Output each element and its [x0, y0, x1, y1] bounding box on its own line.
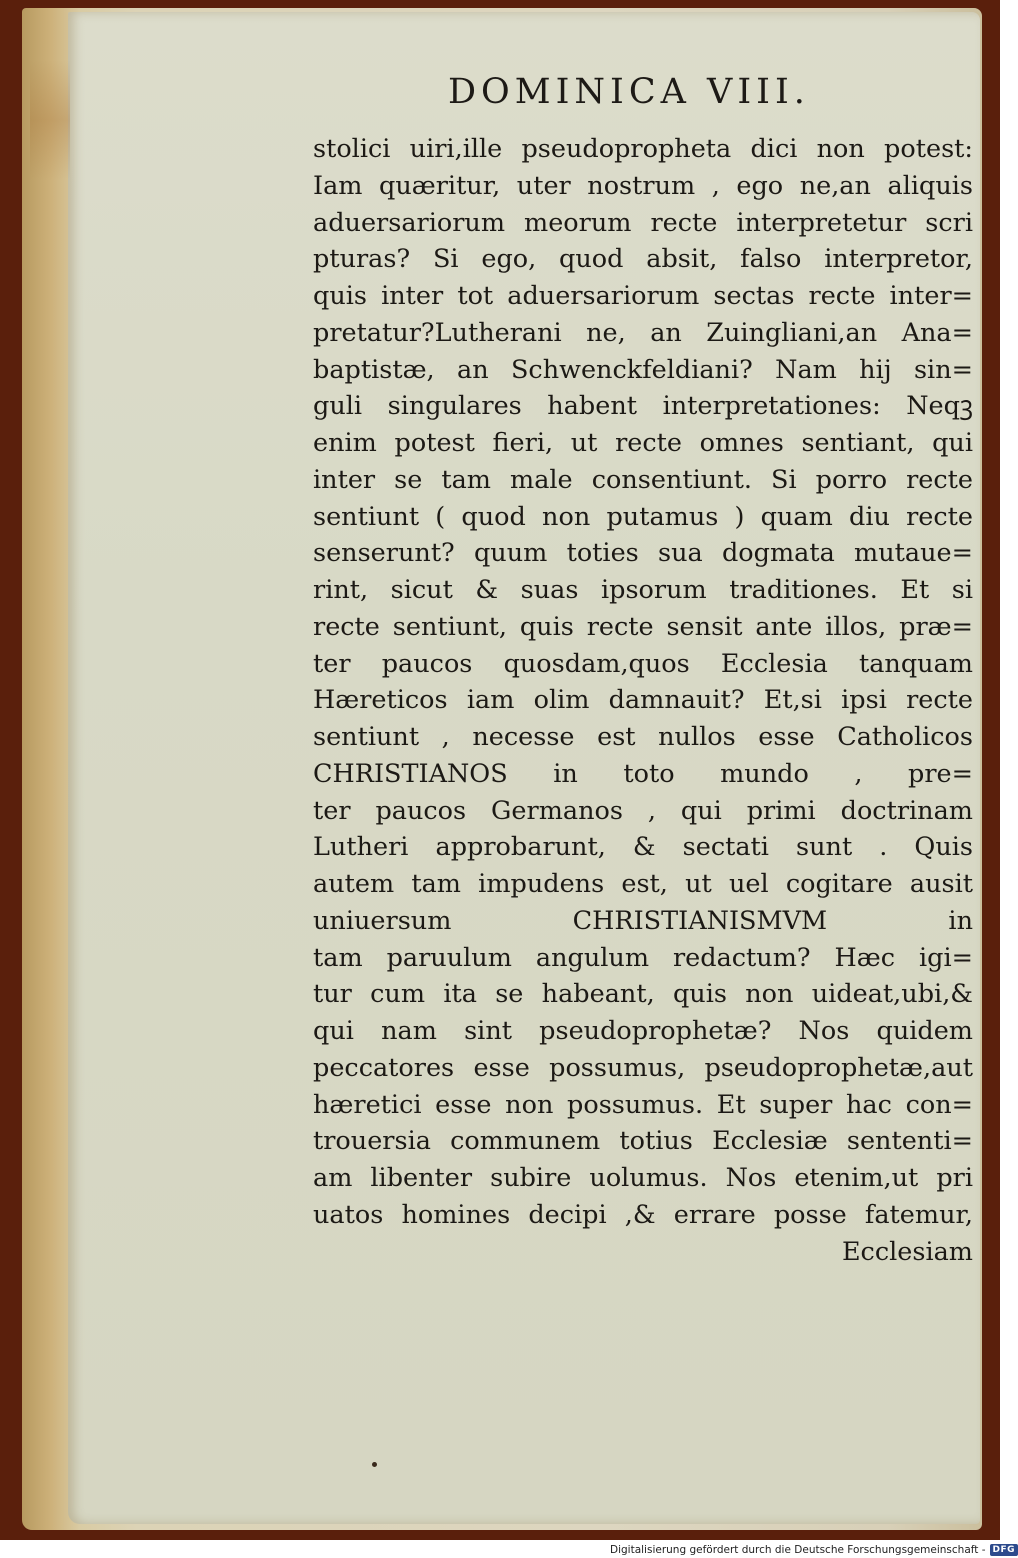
- text-line: senserunt? quum toties sua dogmata mutaue=: [313, 538, 973, 569]
- text-line: Lutheri approbarunt, & sectati sunt . Quis: [313, 832, 973, 863]
- text-line: aduersariorum meorum recte interpretetur scri: [313, 207, 973, 238]
- dfg-logo: DFG: [990, 1544, 1018, 1556]
- text-line: uatos homines decipi ,& errare posse fatemur,: [313, 1199, 973, 1230]
- text-line: sentiunt , necesse est nullos esse Catholicos: [313, 722, 973, 752]
- text-line: autem tam impudens est, ut uel cogitare ausit: [313, 869, 973, 899]
- footer-credit: [610, 1542, 1018, 1558]
- text-line: quis inter tot aduersariorum sectas recte inter=: [313, 281, 973, 311]
- ink-smudge: [372, 1462, 377, 1467]
- margin-stain: [30, 60, 70, 180]
- text-line: tur cum ita se habeant, quis non uideat,ubi,&: [313, 979, 973, 1010]
- text-line: hæretici esse non possumus. Et super hac con=: [313, 1089, 973, 1120]
- text-line: CHRISTIANOS in toto mundo , pre=: [313, 758, 973, 789]
- text-line: am libenter subire uolumus. Nos etenim,ut pri: [313, 1163, 973, 1193]
- text-line: guli singulares habent interpretationes: Neqꝫ: [313, 391, 973, 422]
- text-line: sentiunt ( quod non putamus ) quam diu recte: [313, 501, 973, 532]
- text-line: inter se tam male consentiunt. Si porro recte: [313, 464, 973, 495]
- text-line: qui nam sint pseudoprophetæ? Nos quidem: [313, 1016, 973, 1046]
- text-line: Hæreticos iam olim damnauit? Et,si ipsi recte: [313, 685, 973, 716]
- footer-credit-text: Digitalisierung gefördert durch die Deutsche Forschungsgemeinschaft -: [610, 1544, 986, 1556]
- text-line: uniuersum CHRISTIANISMVM in: [313, 905, 973, 936]
- text-line: peccatores esse possumus, pseudoprophetæ,aut: [313, 1052, 973, 1083]
- text-line: ter paucos Germanos , qui primi doctrinam: [313, 795, 973, 826]
- catchword: Ecclesiam: [841, 1236, 973, 1267]
- text-line: tam paruulum angulum redactum? Hæc igi=: [313, 942, 973, 973]
- page-header: DOMINICA VIII.: [448, 72, 810, 112]
- text-line: stolici uiri,ille pseudopropheta dici non potest:: [313, 134, 973, 164]
- text-line: baptistæ, an Schwenckfeldiani? Nam hij sin=: [313, 354, 973, 385]
- text-line: Iam quæritur, uter nostrum , ego ne,an aliquis: [313, 170, 973, 201]
- text-line: trouersia communem totius Ecclesiæ sententi=: [313, 1126, 973, 1157]
- text-line: enim potest fieri, ut recte omnes sentiant, qui: [313, 428, 973, 458]
- text-line: recte sentiunt, quis recte sensit ante illos, præ=: [313, 611, 973, 642]
- text-line: ter paucos quosdam,quos Ecclesia tanquam: [313, 648, 973, 679]
- text-line: pretatur?Lutherani ne, an Zuingliani,an Ana=: [313, 317, 973, 348]
- body-text: [313, 131, 973, 1270]
- text-line: pturas? Si ego, quod absit, falso interpretor,: [313, 244, 973, 275]
- text-line: rint, sicut & suas ipsorum traditiones. Et si: [313, 575, 973, 605]
